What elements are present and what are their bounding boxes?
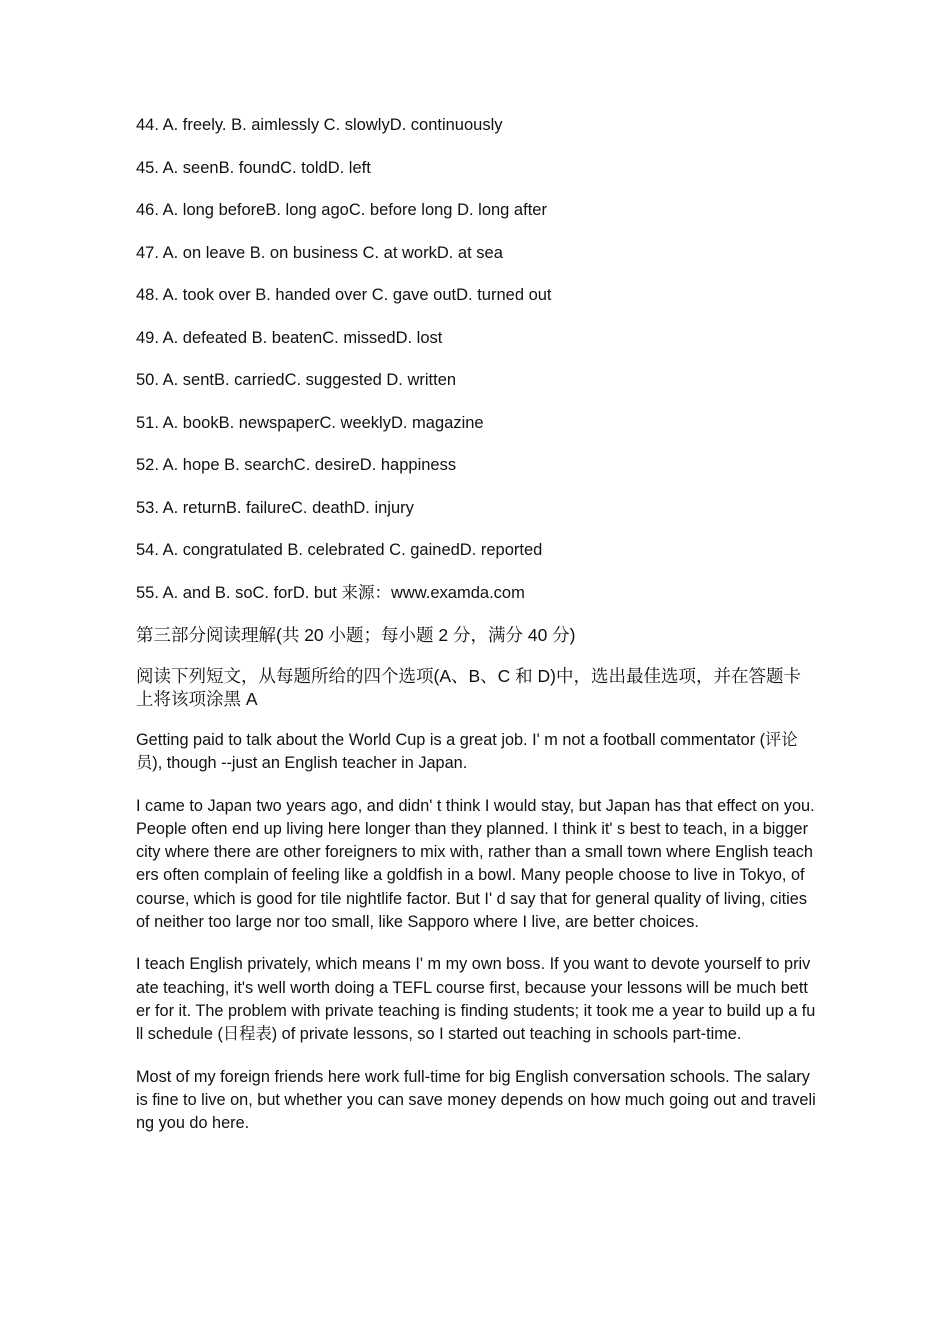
option-line-44: 44. A. freely. B. aimlessly C. slowlyD. continuously: [136, 116, 503, 134]
option-line-49: 49. A. defeated B. beatenC. missedD. lost: [136, 328, 443, 347]
option-line-54: 54. A. congratulated B. celebrated C. gainedD. reported: [136, 541, 543, 559]
document-page: [136, 113, 816, 1154]
reading-passage: [136, 729, 816, 1135]
option-line-47: 47. A. on leave B. on business C. at workD. at sea: [136, 243, 503, 262]
passage-paragraph-2: I came to Japan two years ago, and didn' t think I would stay, but Japan has that effect on you. People often end up living here longer than they planned. I think it' s best to teach, in a bigger city where there are other foreigners to mix with, rather than a small town where English teachers often complain of feeling like a goldfish in a bowl. Many people choose to live in Tokyo, of course, which is good for tile nightlife factor. But I' d say that for general quality of living, cities of neither too large nor too small, like Sapporo where I live, are better choices.: [136, 796, 815, 932]
passage-paragraph-4: Most of my foreign friends here work full-time for big English conversation schools. The salary is fine to live on, but whether you can save money depends on how much going out and traveling you do here.: [136, 1067, 816, 1133]
option-line-52: 52. A. hope B. searchC. desireD. happiness: [136, 456, 457, 474]
option-line-55: 55. A. and B. soC. forD. but 来源：www.examda.com: [136, 583, 525, 602]
passage-paragraph-1: Getting paid to talk about the World Cup is a great job. I' m not a football commentator (评论员), though --just an English teacher in Japan.: [136, 731, 798, 773]
option-line-51: 51. A. bookB. newspaperC. weeklyD. magazine: [136, 413, 484, 432]
answer-options-list: [136, 113, 816, 605]
option-line-50: 50. A. sentB. carriedC. suggested D. written: [136, 371, 457, 389]
section-heading: 第三部分阅读理解(共 20 小题；每小题 2 分，满分 40 分): [136, 625, 576, 645]
option-line-53: 53. A. returnB. failureC. deathD. injury: [136, 498, 414, 517]
option-line-48: 48. A. took over B. handed over C. gave outD. turned out: [136, 286, 552, 304]
instructions-text: 阅读下列短文，从每题所给的四个选项(A、B、C 和 D)中，选出最佳选项，并在答题卡上将该项涂黑 A: [136, 666, 801, 709]
option-line-46: 46. A. long beforeB. long agoC. before long D. long after: [136, 201, 547, 219]
option-line-45: 45. A. seenB. foundC. toldD. left: [136, 158, 371, 177]
passage-paragraph-3: I teach English privately, which means I' m my own boss. If you want to devote yourself to private teaching, it's well worth doing a TEFL course first, because your lessons will be much better for it. The problem with private teaching is finding students; it took me a year to build up a full schedule (日程表) of private lessons, so I started out teaching in schools part-time.: [136, 955, 816, 1044]
